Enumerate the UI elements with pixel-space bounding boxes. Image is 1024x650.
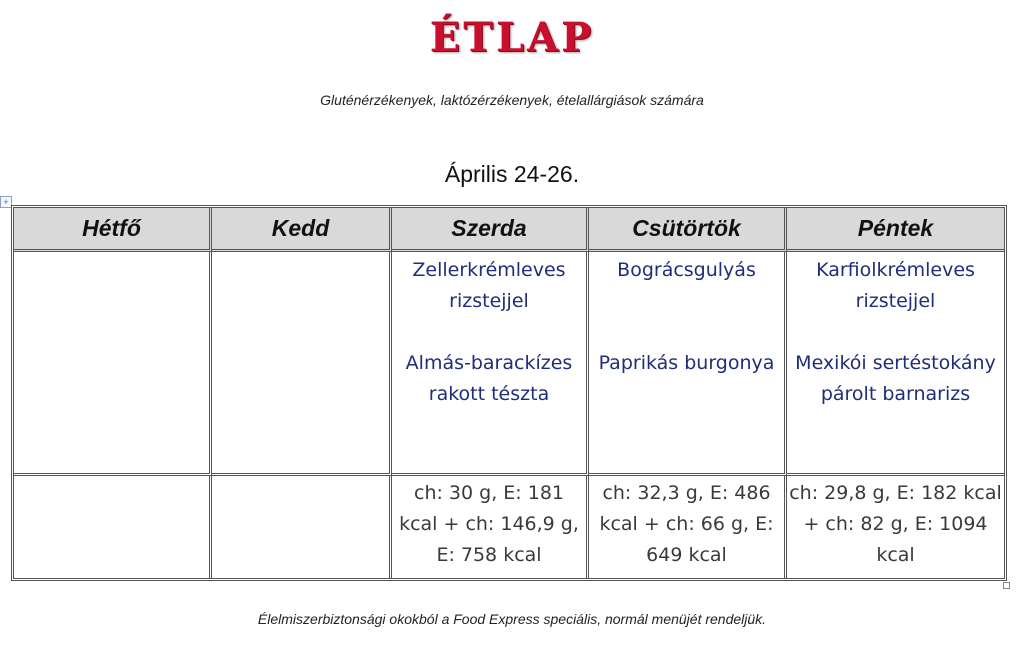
nutrition-cell-wednesday: ch: 30 g, E: 181 kcal + ch: 146,9 g, E: 758 kcal [392, 476, 589, 578]
date-range: Április 24-26. [444, 161, 580, 187]
nutrition-cell-friday: ch: 29,8 g, E: 182 kcal + ch: 82 g, E: 1094 kcal [789, 482, 1002, 566]
day-header-wednesday: Szerda [392, 208, 589, 252]
dish-cell-wednesday [392, 252, 589, 476]
dish-cell-tuesday [212, 252, 392, 476]
table-move-handle-icon[interactable]: + [0, 196, 12, 208]
dish-cell-friday [787, 252, 1004, 476]
dish-cell-monday [14, 252, 212, 476]
page-subtitle: Gluténérzékenyek, laktózérzékenyek, ételallárgiások számára [320, 92, 704, 108]
soup-text: Bográcsgulyás [617, 259, 756, 281]
nutrition-cell-thursday: ch: 32,3 g, E: 486 kcal + ch: 66 g, E: 649 kcal [589, 476, 787, 578]
day-header-thursday: Csütörtök [589, 208, 787, 252]
day-header-tuesday: Kedd [212, 208, 392, 252]
main-text: Mexikói sertéstokány párolt barnarizs [795, 352, 996, 405]
menu-table [11, 205, 1007, 581]
table-resize-handle-icon[interactable] [1003, 582, 1010, 589]
page-title: ÉTLAP [429, 14, 595, 61]
nutrition-cell-tuesday [212, 476, 392, 578]
dish-cell-thursday [589, 252, 787, 476]
day-header-friday: Péntek [787, 208, 1004, 252]
day-header-monday: Hétfő [14, 208, 212, 252]
main-text: Almás-barackízes rakott tészta [405, 352, 573, 405]
main-text: Paprikás burgonya [598, 352, 775, 374]
nutrition-cell-monday [14, 476, 212, 578]
soup-text: Zellerkrémleves rizstejjel [412, 259, 566, 312]
soup-text: Karfiolkrémleves rizstejjel [816, 259, 975, 312]
footer-note: Élelmiszerbiztonsági okokból a Food Express speciális, normál menüjét rendeljük. [257, 611, 767, 627]
